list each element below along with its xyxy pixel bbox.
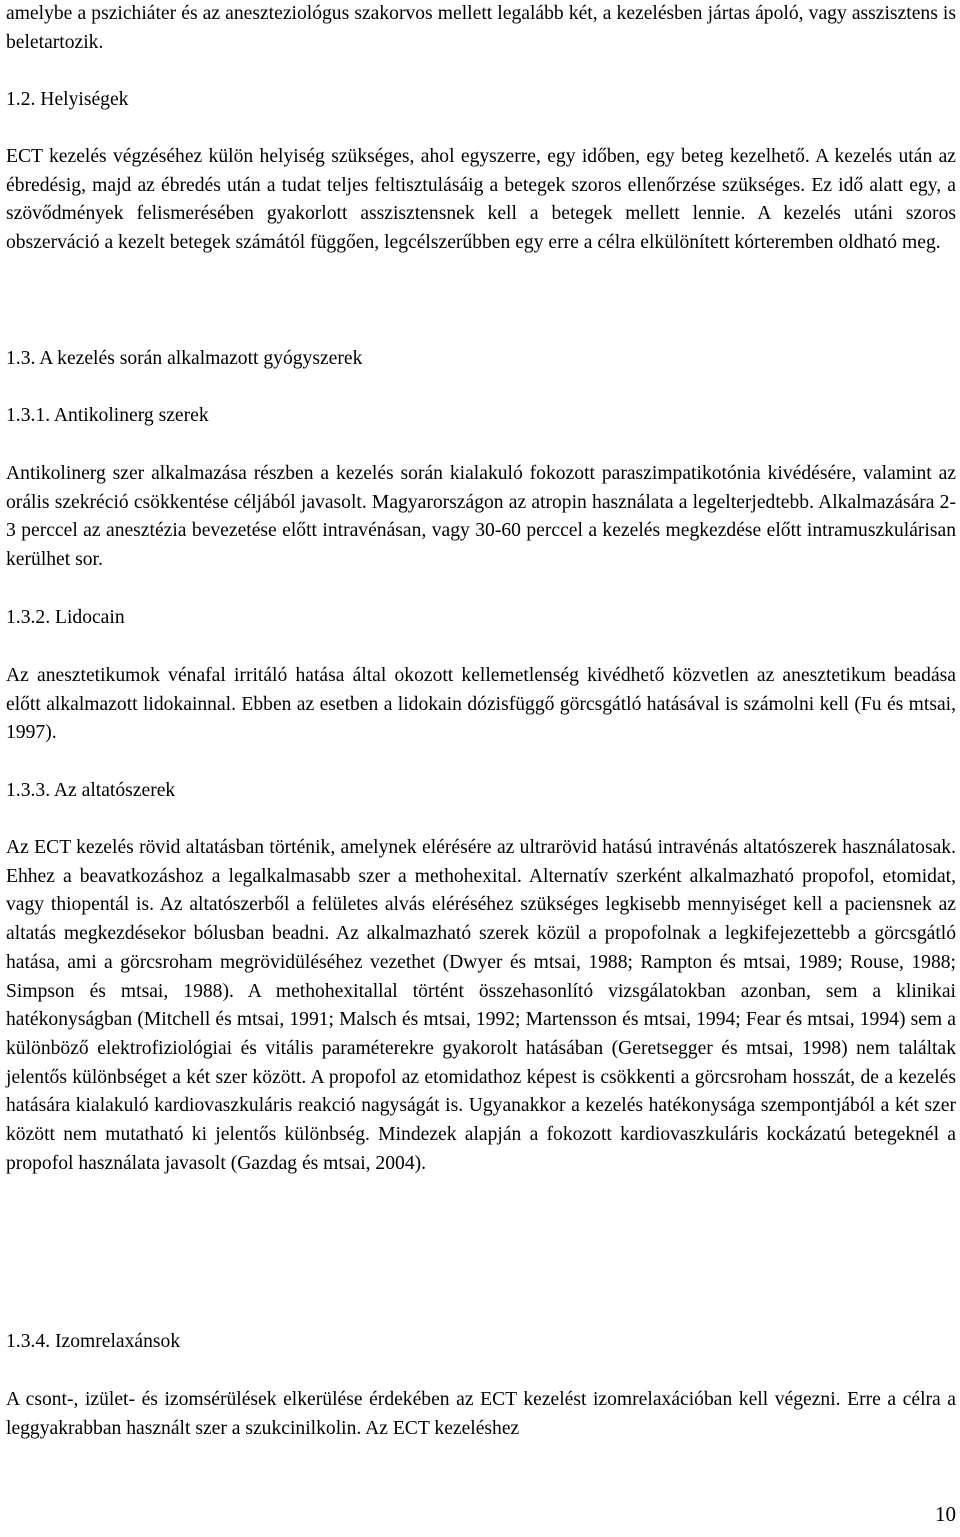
page-number: 10 [935,1502,956,1526]
paragraph-altatoszerek: Az ECT kezelés rövid altatásban történik, amelynek elérésére az ultrarövid hatású intravénás altatószerek használatosak. Ehhez a beavatkozáshoz a legalkalmasabb szer a methohexital. Alternatív szerként alkalmazható propofol, etomidat, vagy thiopentál is. Az altatószerből a felületes alvás eléréséhez szükséges legkisebb mennyiséget kell a paciensnek az altatás megkezdésekor bólusban beadni. Az alkalmazható szerek közül a propofolnak a legkifejezettebb a görcsgátló hatása, ami a görcsroham megrövidüléséhez vezethet (Dwyer és mtsai, 1988; Rampton és mtsai, 1989; Rouse, 1988; Simpson és mtsai, 1988). A methohexitallal történt összehasonlító vizsgálatokban azonban, sem a klinikai hatékonyságban (Mitchell és mtsai, 1991; Malsch és mtsai, 1992; Martensson és mtsai, 1994; Fear és mtsai, 1994) sem a különböző elektrofiziológiai és vitális paraméterekre gyakorolt hatásában (Geretsegger és mtsai, 1998) nem találtak jelentős különbséget a két szer között. A propofol az etomidathoz képest is csökkenti a görcsroham hosszát, de a kezelés hatására kialakuló kardiovaszkuláris reakció nagyságát is. Ugyanakkor a kezelés hatékonysága szempontjából a két szer között nem mutatható ki jelentős különbség. Mindezek alapján a fokozott kardiovaszkuláris kockázatú betegeknél a propofol használata javasolt (Gazdag és mtsai, 2004). [6,837,956,1174]
heading-izomrelaxansok: 1.3.4. Izomrelaxánsok [6,1331,181,1352]
heading-antikolinerg: 1.3.1. Antikolinerg szerek [6,405,209,426]
heading-lidocain: 1.3.2. Lidocain [6,607,125,628]
paragraph-antikolinerg: Antikolinerg szer alkalmazása részben a kezelés során kialakuló fokozott paraszimpatikotónia kivédésére, valamint az orális szekréció csökkentése céljából javasolt. Magyarországon az atropin használata a legelterjedtebb. Alkalmazására 2-3 perccel az anesztézia bevezetése előtt intravénásan, vagy 30-60 perccel a kezelés megkezdése előtt intramuszkulárisan kerülhet sor. [6,463,956,571]
heading-gyogyszerek: 1.3. A kezelés során alkalmazott gyógyszerek [6,348,363,369]
heading-helyisegek: 1.2. Helyiségek [6,89,129,110]
paragraph-izomrelaxansok: A csont-, izület- és izomsérülések elkerülése érdekében az ECT kezelést izomrelaxációban kell végezni. Erre a célra a leggyakrabban használt szer a szukcinilkolin. Az ECT kezeléshez [6,1389,956,1439]
heading-altatoszerek: 1.3.3. Az altatószerek [6,780,176,801]
paragraph-lidocain: Az anesztetikumok vénafal irritáló hatása által okozott kellemetlenség kivédhető közvetlen az anesztetikum beadása előtt alkalmazott lidokainnal. Ebben az esetben a lidokain dózisfüggő görcsgátló hatásával is számolni kell (Fu és mtsai, 1997). [6,665,956,744]
intro-paragraph: amelybe a pszichiáter és az aneszteziológus szakorvos mellett legalább két, a kezelésben jártas ápoló, vagy asszisztens is beletartozik. [6,3,956,53]
paragraph-helyisegek: ECT kezelés végzéséhez külön helyiség szükséges, ahol egyszerre, egy időben, egy beteg kezelhető. A kezelés után az ébredésig, majd az ébredés után a tudat teljes feltisztulásáig a betegek szoros ellenőrzése szükséges. Ez idő alatt egy, a szövődmények felismerésében gyakorlott asszisztensnek kell a betegek mellett lennie. A kezelés utáni szoros obszerváció a kezelt betegek számától függően, legcélszerűbben egy erre a célra elkülönített kórteremben oldható meg. [6,146,956,254]
